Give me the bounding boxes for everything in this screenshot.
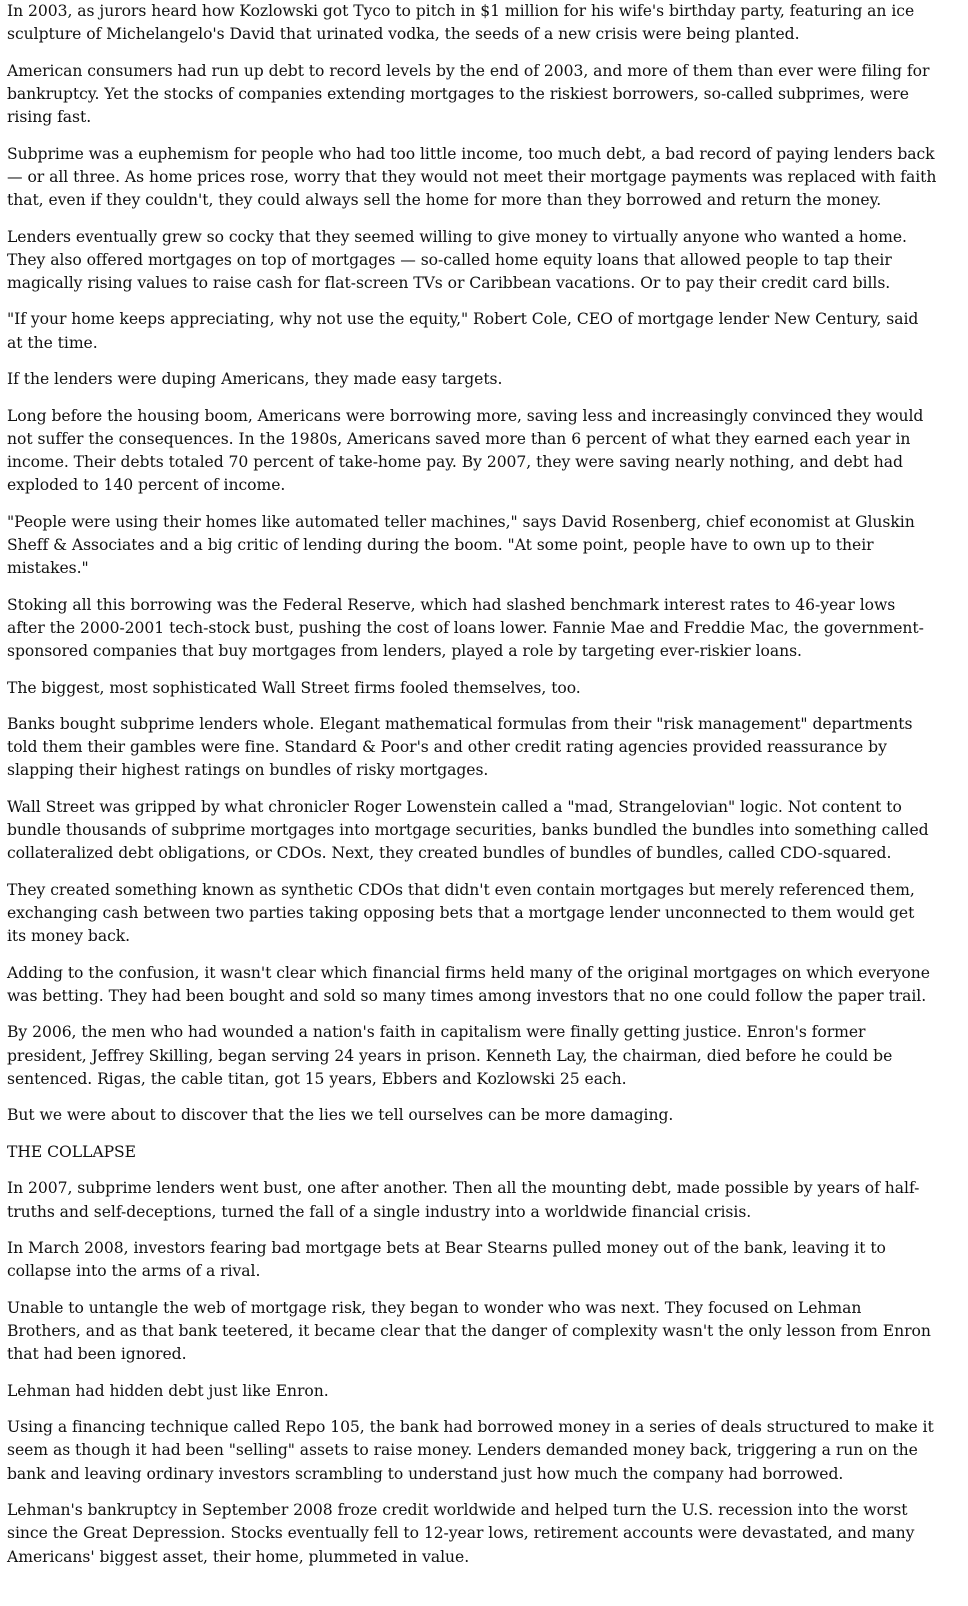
paragraph: They created something known as synthetic CDOs that didn't even contain mortgages but merely referenced them, exchanging cash between two parties taking opposing bets that a mortgage lender unconnected to them would get its money back.: [7, 880, 915, 946]
paragraph: "If your home keeps appreciating, why not use the equity," Robert Cole, CEO of mortgage lender New Century, said at the time.: [7, 310, 919, 352]
paragraph: Lenders eventually grew so cocky that they seemed willing to give money to virtually anyone who wanted a home. They also offered mortgages on top of mortgages — so-called home equity loans that allowed people to tap their magically rising values to raise cash for flat-screen TVs or Caribbean vacations. Or to pay their credit card bills.: [7, 227, 907, 292]
paragraph: The biggest, most sophisticated Wall Street firms fooled themselves, too.: [7, 678, 581, 697]
paragraph: In March 2008, investors fearing bad mortgage bets at Bear Stearns pulled money out of the bank, leaving it to collapse into the arms of a rival.: [7, 1239, 886, 1281]
paragraph: Lehman's bankruptcy in September 2008 froze credit worldwide and helped turn the U.S. recession into the worst since the Great Depression. Stocks eventually fell to 12-year lows, retirement accounts were devastated, and many Americans' biggest asset, their home, plummeted in value.: [7, 1501, 915, 1566]
paragraph: American consumers had run up debt to record levels by the end of 2003, and more of them than ever were filing for bankruptcy. Yet the stocks of companies extending mortgages to the riskiest borrowers, so-called subprimes, were rising fast.: [7, 61, 930, 127]
paragraph: If the lenders were duping Americans, they made easy targets.: [7, 370, 503, 389]
paragraph: Stoking all this borrowing was the Federal Reserve, which had slashed benchmark interest rates to 46-year lows after the 2000-2001 tech-stock bust, pushing the cost of loans lower. Fannie Mae and Freddie Mac, the government-sponsored companies that buy mortgages from lenders, played a role by targeting ever-riskier loans.: [7, 595, 924, 661]
paragraph: By 2006, the men who had wounded a nation's faith in capitalism were finally getting justice. Enron's former president, Jeffrey Skilling, began serving 24 years in prison. Kenneth Lay, the chairman, died before he could be sentenced. Rigas, the cable titan, got 15 years, Ebbers and Kozlowski 25 each.: [7, 1023, 893, 1088]
paragraph: Lehman had hidden debt just like Enron.: [7, 1381, 329, 1400]
paragraph: Unable to untangle the web of mortgage risk, they began to wonder who was next. They focused on Lehman Brothers, and as that bank teetered, it became clear that the danger of complexity wasn't the only lesson from Enron that had been ignored.: [7, 1298, 931, 1364]
section-heading: THE COLLAPSE: [7, 1142, 136, 1161]
paragraph: In 2007, subprime lenders went bust, one after another. Then all the mounting debt, made possible by years of half-truths and self-deceptions, turned the fall of a single industry into a worldwide financial crisis.: [7, 1179, 920, 1221]
paragraph: "People were using their homes like automated teller machines," says David Rosenberg, chief economist at Gluskin Sheff & Associates and a big critic of lending during the boom. "At some point, people have to own up to their mistakes.": [7, 512, 915, 578]
paragraph: Banks bought subprime lenders whole. Elegant mathematical formulas from their "risk management" departments told them their gambles were fine. Standard & Poor's and other credit rating agencies provided reassurance by slapping their highest ratings on bundles of risky mortgages.: [7, 715, 913, 780]
paragraph: Long before the housing boom, Americans were borrowing more, saving less and increasingly convinced they would not suffer the consequences. In the 1980s, Americans saved more than 6 percent of what they earned each year in income. Their debts totaled 70 percent of take-home pay. By 2007, they were saving nearly nothing, and debt had exploded to 140 percent of income.: [7, 406, 924, 495]
paragraph: Adding to the confusion, it wasn't clear which financial firms held many of the original mortgages on which everyone was betting. They had been bought and sold so many times among investors that no one could follow the paper trail.: [7, 963, 930, 1005]
paragraph: But we were about to discover that the lies we tell ourselves can be more damaging.: [7, 1106, 674, 1125]
paragraph: Using a financing technique called Repo 105, the bank had borrowed money in a series of deals structured to make it seem as though it had been "selling" assets to raise money. Lenders demanded money back, triggering a run on the bank and leaving ordinary investors scrambling to understand just how much the company had borrowed.: [7, 1418, 934, 1483]
paragraph: Subprime was a euphemism for people who had too little income, too much debt, a bad record of paying lenders back — or all three. As home prices rose, worry that they would not meet their mortgage payments was replaced with faith that, even if they couldn't, they could always sell the home for more than they borrowed and return the money.: [7, 144, 937, 210]
paragraph: In 2003, as jurors heard how Kozlowski got Tyco to pitch in $1 million for his wife's birthday party, featuring an ice sculpture of Michelangelo's David that urinated vodka, the seeds of a new crisis were being planted.: [7, 2, 915, 44]
paragraph: Wall Street was gripped by what chronicler Roger Lowenstein called a "mad, Strangelovian" logic. Not content to bundle thousands of subprime mortgages into mortgage securities, banks bundled the bundles into something called collateralized debt obligations, or CDOs. Next, they created bundles of bundles of bundles, called CDO-squared.: [7, 797, 929, 863]
article-body: [7, 0, 937, 1582]
